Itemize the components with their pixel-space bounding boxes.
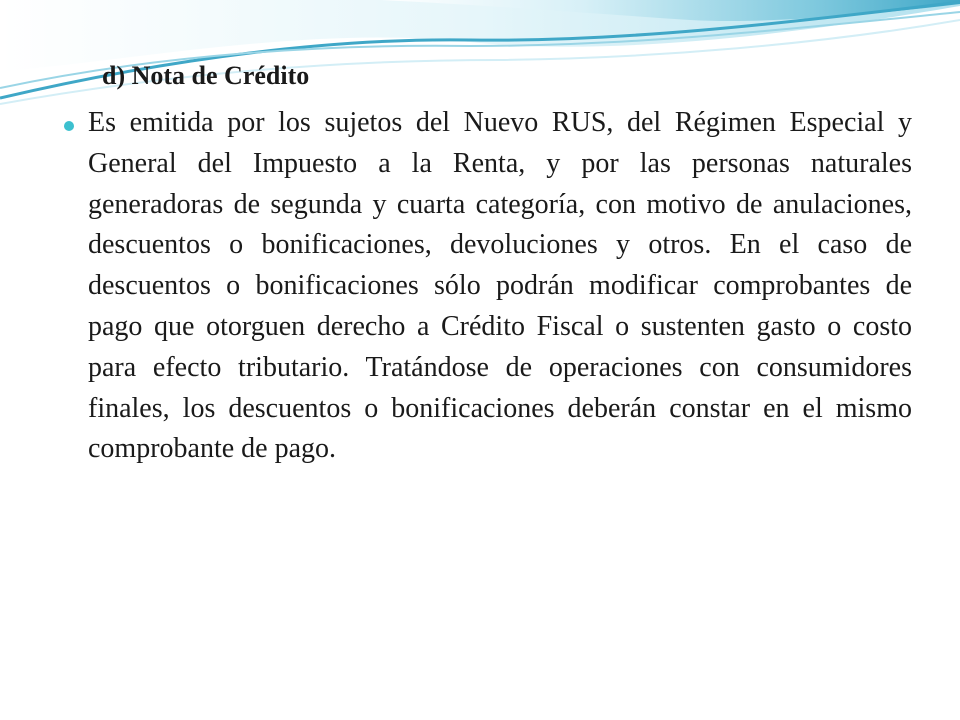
slide-title: d) Nota de Crédito xyxy=(102,61,310,90)
round-bullet-icon xyxy=(64,121,74,131)
bullet-list-item xyxy=(64,103,912,470)
body-paragraph: Es emitida por los sujetos del Nuevo RUS, del Régimen Especial y General del Impuesto a la Renta, y por las personas naturales generadoras de segunda y cuarta categoría, con motivo de anulaciones, descuentos o bonificaciones, devoluciones y otros. En el caso de descuentos o bonificaciones sólo podrán modificar comprobantes de pago que otorguen derecho a Crédito Fiscal o sustenten gasto o costo para efecto tributario. Tratándose de operaciones con consumidores finales, los descuentos o bonificaciones deberán constar en el mismo comprobante de pago. xyxy=(88,107,912,465)
